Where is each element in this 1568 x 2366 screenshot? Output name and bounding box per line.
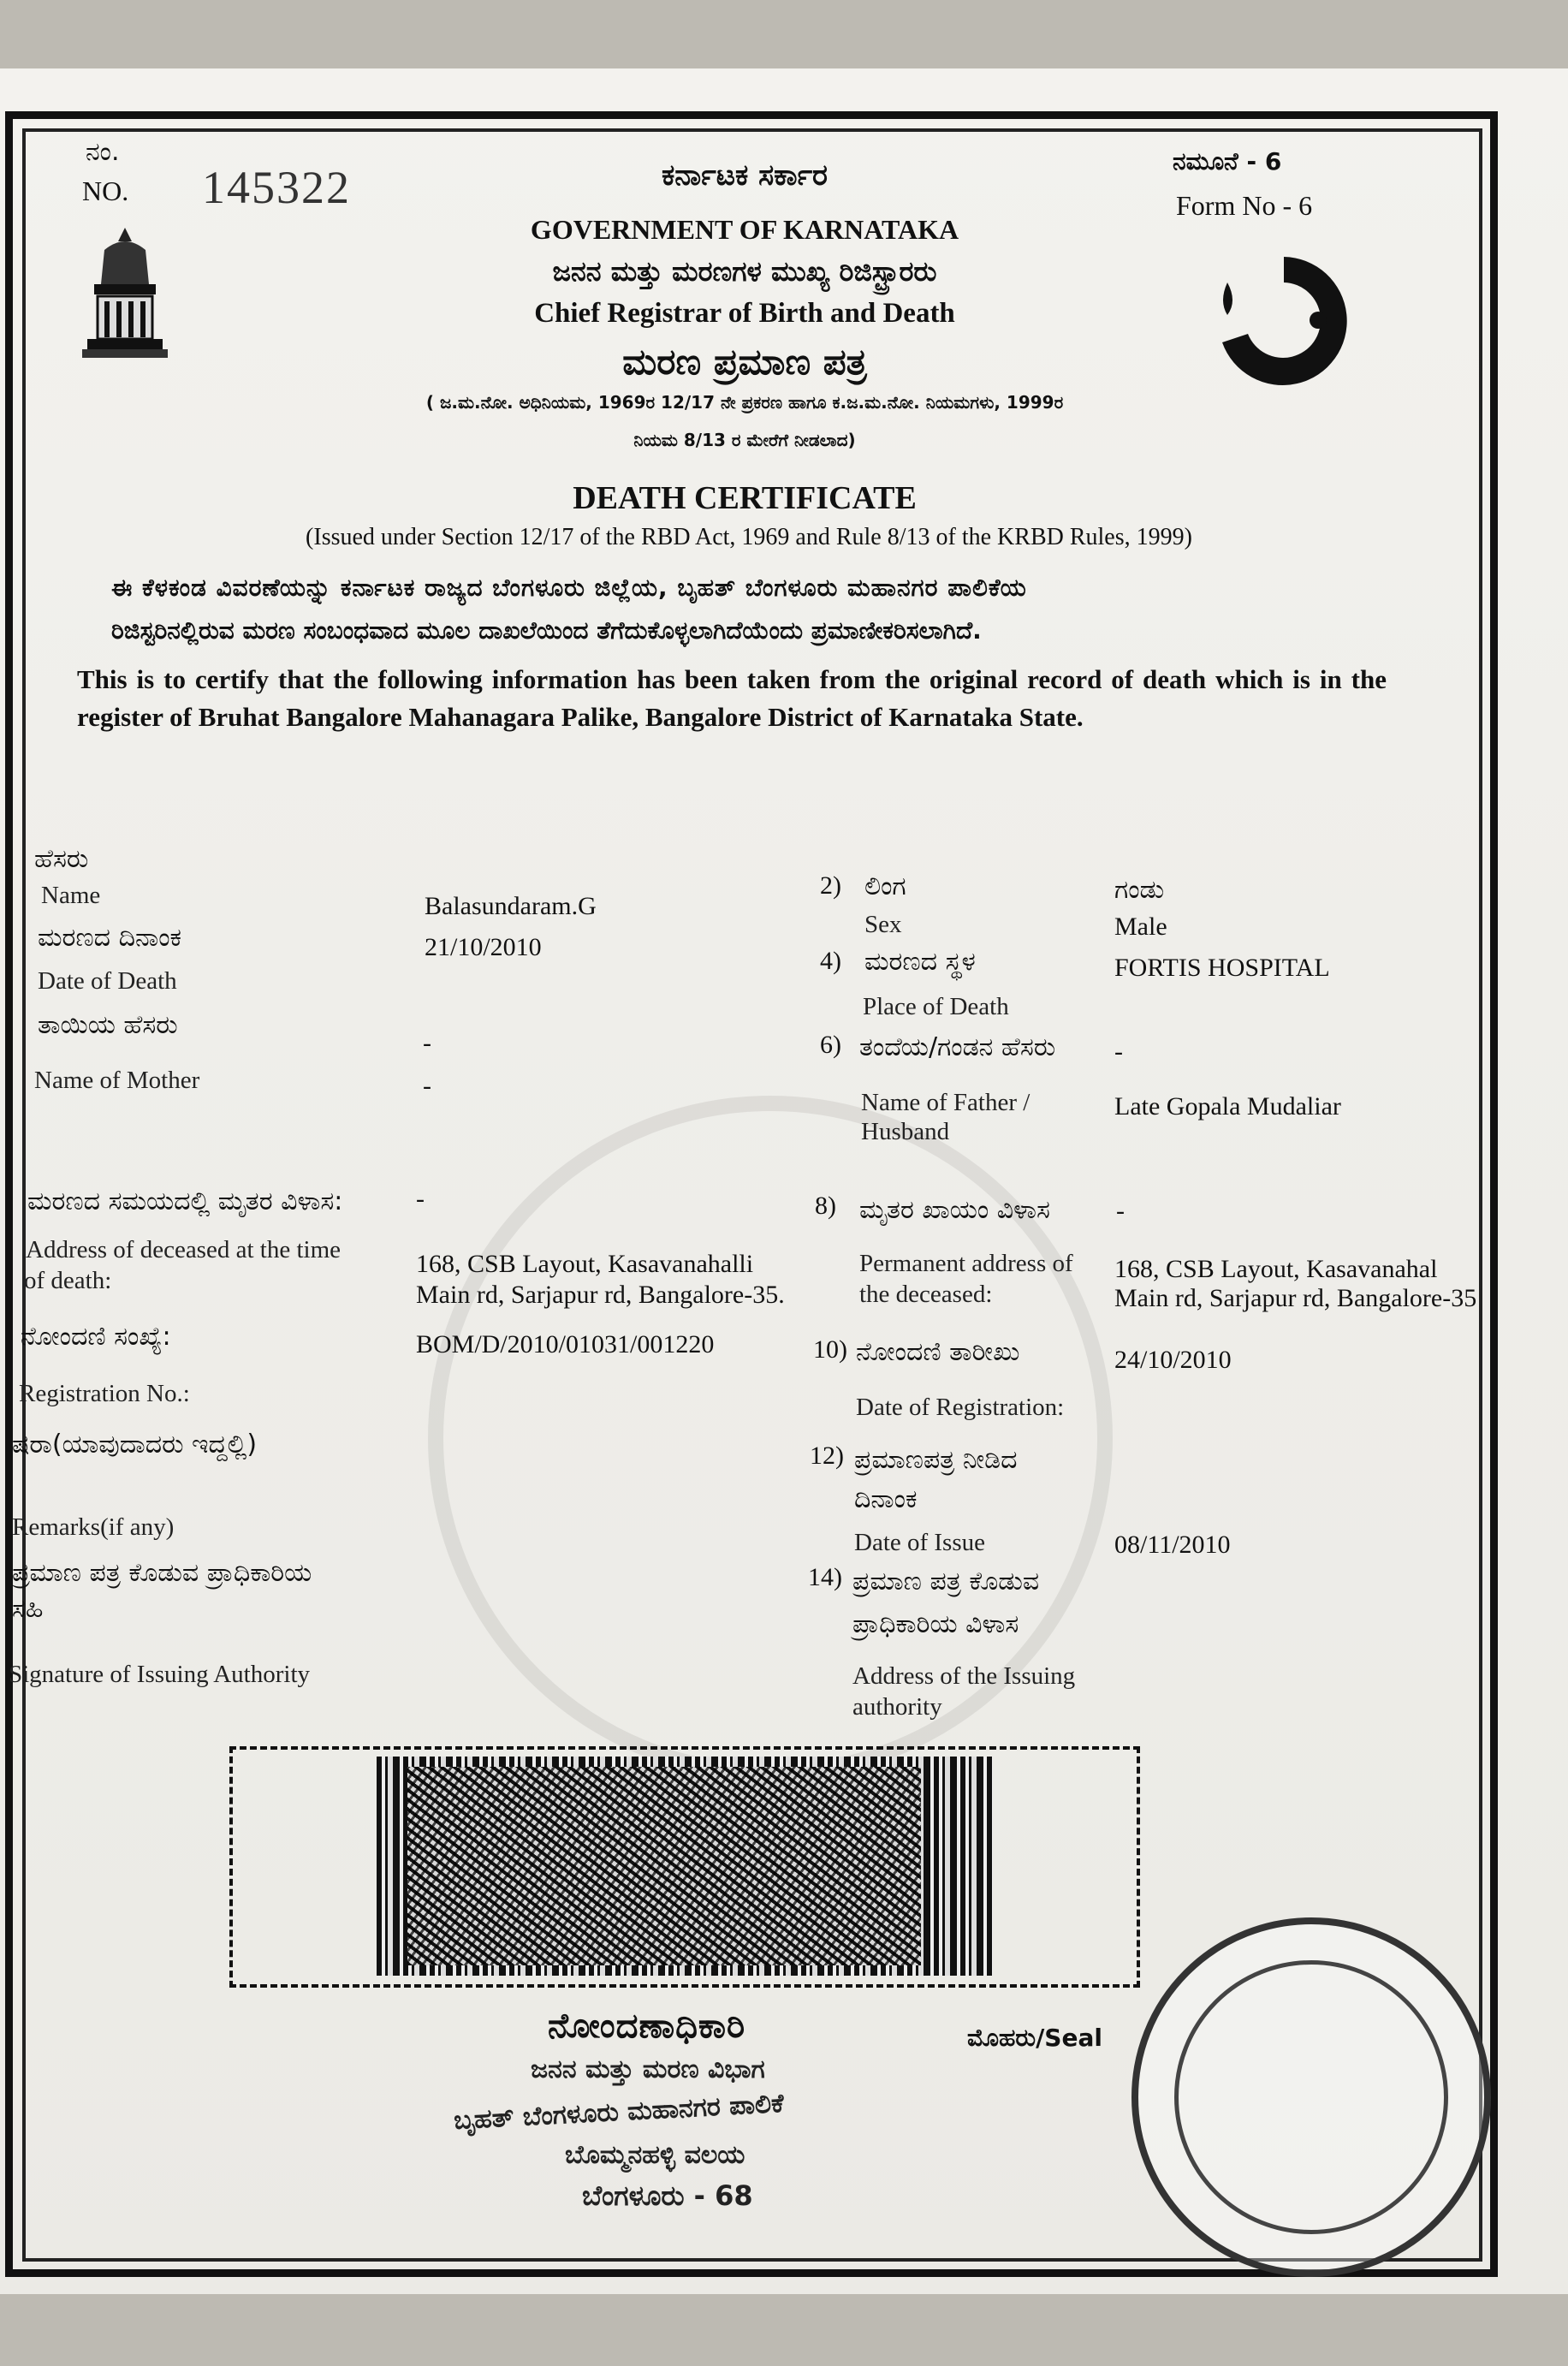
registrar-stamp-title: ನೋಂದಣಾಧಿಕಾರಿ	[548, 2006, 746, 2046]
reg-date-label: Date of Registration:	[856, 1394, 1065, 1421]
address-death-dash: -	[416, 1185, 425, 1213]
name-value: Balasundaram.G	[425, 892, 597, 920]
government-title-kn: ಕರ್ನಾಟಕ ಸರ್ಕಾರ	[661, 158, 829, 193]
reg-no-label: Registration No.:	[19, 1380, 190, 1407]
perm-address-label: Permanent address of	[859, 1250, 1073, 1277]
registrar-stamp-line-3: ಬೃಹತ್ ಬೆಂಗಳೂರು ಮಹಾನಗರ ಪಾಲಿಕೆ	[453, 2088, 785, 2137]
issue-date-label-kn: ಪ್ರಮಾಣಪತ್ರ ನೀಡಿದ	[854, 1445, 1018, 1475]
registrar-title-kn: ಜನನ ಮತ್ತು ಮರಣಗಳ ಮುಖ್ಯ ರಿಜಿಸ್ಟ್ರಾರರು	[552, 255, 937, 288]
date-of-death-label: Date of Death	[38, 967, 177, 995]
reg-date-label-kn: ನೋಂದಣಿ ತಾರೀಖು	[856, 1337, 1020, 1367]
registrar-stamp-line-2: ಜನನ ಮತ್ತು ಮರಣ ವಿಭಾಗ	[531, 2054, 765, 2084]
serial-label-kn: ನಂ.	[86, 137, 120, 167]
issuing-address-label-kn-2: ಪ್ರಾಧಿಕಾರಿಯ ವಿಳಾಸ	[852, 1609, 1019, 1639]
signature-label: Signature of Issuing Authority	[9, 1661, 311, 1688]
certify-text: This is to certify that the following information has been taken from the original record of death which is in the register of Bruhat Bangalore Mahanagara Palike, Bangalore District of Karnataka State.	[77, 664, 1387, 732]
address-death-label: Address of deceased at the time	[26, 1236, 341, 1263]
father-num: 6)	[820, 1031, 841, 1059]
issuing-address-label-2: authority	[852, 1693, 942, 1721]
seal-label: ಮೊಹರು/Seal	[967, 2024, 1102, 2052]
remarks-label-kn: ಷರಾ(ಯಾವುದಾದರು ಇದ್ದಲ್ಲಿ)	[12, 1430, 258, 1459]
perm-address-num: 8)	[815, 1192, 836, 1220]
address-death-label-kn: ಮರಣದ ಸಮಯದಲ್ಲಿ ಮೃತರ ವಿಳಾಸ:	[27, 1186, 343, 1216]
perm-address-label-kn: ಮೃತರ ಖಾಯಂ ವಿಳಾಸ	[859, 1195, 1050, 1225]
place-of-death-value: FORTIS HOSPITAL	[1114, 954, 1330, 982]
round-seal-inner	[1174, 1960, 1448, 2234]
remarks-label: Remarks(if any)	[12, 1513, 175, 1541]
father-label: Name of Father /	[861, 1089, 1030, 1116]
act-reference-kn-2: ನಿಯಮ 8/13 ರ ಮೇರೆಗೆ ನೀಡಲಾದ)	[633, 430, 856, 450]
sex-num: 2)	[820, 871, 841, 900]
issue-date-label-kn-2: ದಿನಾಂಕ	[854, 1484, 918, 1514]
place-of-death-num: 4)	[820, 947, 841, 975]
act-reference-kn-1: ( ಜ.ಮ.ನೋ. ಅಧಿನಿಯಮ, 1969ರ 12/17 ನೇ ಪ್ರಕರಣ ಹಾಗೂ ಕ.ಜ.ಮ.ನೋ. ನಿಯಮಗಳು, 1999ರ	[425, 392, 1064, 413]
registrar-stamp-line-5: ಬೆಂಗಳೂರು - 68	[582, 2179, 753, 2212]
certificate-title-kn: ಮರಣ ಪ್ರಮಾಣ ಪತ್ರ	[622, 341, 867, 383]
father-label-kn: ತಂದೆಯ/ಗಂಡನ ಹೆಸರು	[859, 1032, 1056, 1062]
karnataka-emblem-icon	[79, 224, 171, 361]
certify-text-kn-2: ರಿಜಿಸ್ಟರಿನಲ್ಲಿರುವ ಮರಣ ಸಂಬಂಧವಾದ ಮೂಲ ದಾಖಲೆಯಿಂದ ತೆಗೆದುಕೊಳ್ಳಲಾಗಿದೆಯೆಂದು ಪ್ರಮಾಣೀಕರಿಸಲಾಗಿದೆ.	[111, 616, 982, 645]
sex-label-kn: ಲಿಂಗ	[864, 871, 906, 901]
form-label-kn: ನಮೂನೆ - 6	[1173, 147, 1282, 175]
barcode-pattern-icon	[407, 1767, 921, 1965]
issuing-address-label-kn: ಪ್ರಮಾಣ ಪತ್ರ ಕೊಡುವ	[852, 1566, 1040, 1596]
reg-date-num: 10)	[813, 1335, 847, 1364]
reg-date-value: 24/10/2010	[1114, 1346, 1232, 1374]
signature-label-kn-2: ಸಹಿ	[12, 1594, 44, 1624]
certificate-title: DEATH CERTIFICATE	[573, 480, 917, 516]
issue-date-num: 12)	[810, 1442, 844, 1470]
sex-value: Male	[1114, 913, 1167, 941]
address-death-label-2: of death:	[24, 1267, 112, 1294]
mother-value-2: -	[423, 1072, 431, 1100]
perm-address-label-2: the deceased:	[859, 1281, 993, 1308]
date-of-death-value: 21/10/2010	[425, 933, 542, 961]
government-title: GOVERNMENT OF KARNATAKA	[530, 214, 959, 245]
address-death-value-2: Main rd, Sarjapur rd, Bangalore-35.	[416, 1281, 785, 1309]
mother-label-kn: ತಾಯಿಯ ಹೆಸರು	[38, 1010, 178, 1040]
issuing-address-num: 14)	[808, 1563, 842, 1591]
father-value: Late Gopala Mudaliar	[1114, 1092, 1341, 1121]
address-death-value-1: 168, CSB Layout, Kasavanahalli	[416, 1250, 754, 1278]
perm-address-dash: -	[1116, 1197, 1125, 1225]
mother-value: -	[423, 1029, 431, 1057]
issuing-address-label: Address of the Issuing	[852, 1662, 1076, 1690]
issued-under-text: (Issued under Section 12/17 of the RBD Act, 1969 and Rule 8/13 of the KRBD Rules, 1999)	[306, 524, 1192, 550]
place-of-death-label-kn: ಮರಣದ ಸ್ಥಳ	[864, 947, 976, 977]
certify-text-kn-1: ಈ ಕೆಳಕಂಡ ವಿವರಣೆಯನ್ನು ಕರ್ನಾಟಕ ರಾಜ್ಯದ ಬೆಂಗಳೂರು ಜಿಲ್ಲೆಯ, ಬೃಹತ್ ಬೆಂಗಳೂರು ಮಹಾನಗರ ಪಾಲಿಕೆಯ	[111, 574, 1027, 602]
mother-label: Name of Mother	[34, 1067, 200, 1094]
perm-address-value-2: Main rd, Sarjapur rd, Bangalore-35	[1114, 1284, 1477, 1312]
sex-value-kn: ಗಂಡು	[1114, 875, 1165, 905]
father-label-2: Husband	[861, 1118, 950, 1145]
serial-number: 145322	[202, 162, 351, 213]
reg-no-label-kn: ನೋಂದಣಿ ಸಂಖ್ಯೆ:	[21, 1322, 171, 1352]
name-label: Name	[41, 882, 101, 909]
issue-date-value: 08/11/2010	[1114, 1531, 1231, 1559]
sex-label: Sex	[864, 911, 902, 938]
father-dash: -	[1114, 1037, 1123, 1066]
issue-date-label: Date of Issue	[854, 1529, 986, 1556]
form-label: Form No - 6	[1176, 190, 1313, 221]
registrar-stamp-line-4: ಬೊಮ್ಮನಹಳ್ಳಿ ವಲಯ	[565, 2140, 745, 2170]
date-of-death-label-kn: ಮರಣದ ದಿನಾಂಕ	[38, 923, 182, 953]
place-of-death-label: Place of Death	[863, 993, 1009, 1020]
registrar-title: Chief Registrar of Birth and Death	[534, 298, 955, 329]
signature-label-kn: ಪ್ರಮಾಣ ಪತ್ರ ಕೊಡುವ ಪ್ರಾಧಿಕಾರಿಯ	[12, 1558, 312, 1588]
perm-address-value-1: 168, CSB Layout, Kasavanahal	[1114, 1255, 1438, 1283]
reg-no-value: BOM/D/2010/01031/001220	[416, 1330, 715, 1358]
serial-label: NO.	[82, 175, 129, 206]
name-label-kn: ಹೆಸರು	[34, 844, 89, 874]
